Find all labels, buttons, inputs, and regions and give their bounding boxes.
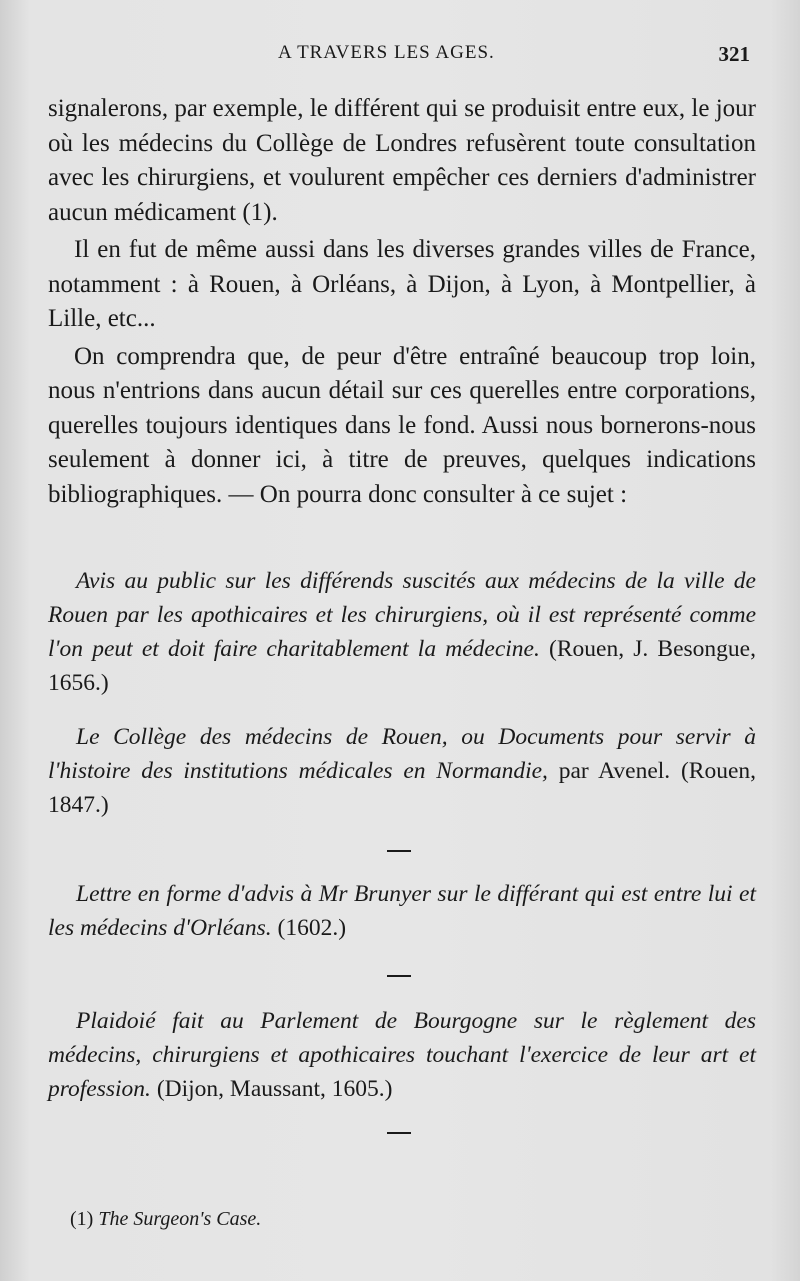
bibliography-entry-4 [48, 1004, 756, 1106]
footnote [70, 1208, 261, 1231]
bib-title: Le Collège des médecins de Rouen, ou Documents pour servir à l'histoire des institutions médicales en Normandie, [48, 724, 756, 784]
bib-title: Lettre en forme d'advis à Mr Brunyer sur le différant qui est entre lui et les médecins d'Orléans. [48, 881, 756, 941]
separator-dash [387, 850, 411, 852]
footnote-text: The Surgeon's Case. [98, 1208, 262, 1230]
footnote-marker: (1) [70, 1208, 94, 1230]
bib-details: (Rouen, J. Besongue, 1656.) [48, 636, 756, 696]
bibliography-entry-1 [48, 564, 756, 700]
page-header [0, 40, 800, 80]
separator-dash [387, 1132, 411, 1134]
bib-title: Avis au public sur les différends suscités aux médecins de la ville de Rouen par les apothicaires et les chirurgiens, où il est représenté comme l'on peut et doit faire charitablement la médecine. [48, 568, 756, 662]
body-text [48, 92, 756, 515]
bib-details: par Avenel. (Rouen, 1847.) [48, 758, 756, 818]
paragraph-3: On comprendra que, de peur d'être entraîné beaucoup trop loin, nous n'entrions dans aucun détail sur ces querelles entre corporations, querelles toujours identiques dans le fond. Aussi nous bornerons-nous seulement à donner ici, à titre de preuves, quelques indications bibliographiques. — On pourra donc consulter à ce sujet : [48, 342, 756, 508]
bibliography-entry-3 [48, 877, 756, 945]
bib-details: (Dijon, Maussant, 1605.) [150, 1076, 393, 1102]
running-title: A TRAVERS LES AGES. [278, 42, 495, 63]
bib-title: Plaidoié fait au Parlement de Bourgogne sur le règlement des médecins, chirurgiens et apothicaires touchant l'exercice de leur art et profession. [48, 1008, 756, 1102]
paragraph-2: Il en fut de même aussi dans les diverses grandes villes de France, notamment : à Rouen, à Orléans, à Dijon, à Lyon, à Montpellier, à Lille, etc... [48, 236, 756, 332]
bib-details: (1602.) [271, 915, 347, 941]
page-number: 321 [718, 42, 750, 66]
separator-dash [387, 975, 411, 977]
paragraph-1: signalerons, par exemple, le différent qui se produisit entre eux, le jour où les médecins du Collège de Londres refusèrent toute consultation avec les chirurgiens, et voulurent empêcher ces derniers d'administrer aucun médicament (1). [48, 95, 756, 226]
bibliography-entry-2 [48, 720, 756, 822]
